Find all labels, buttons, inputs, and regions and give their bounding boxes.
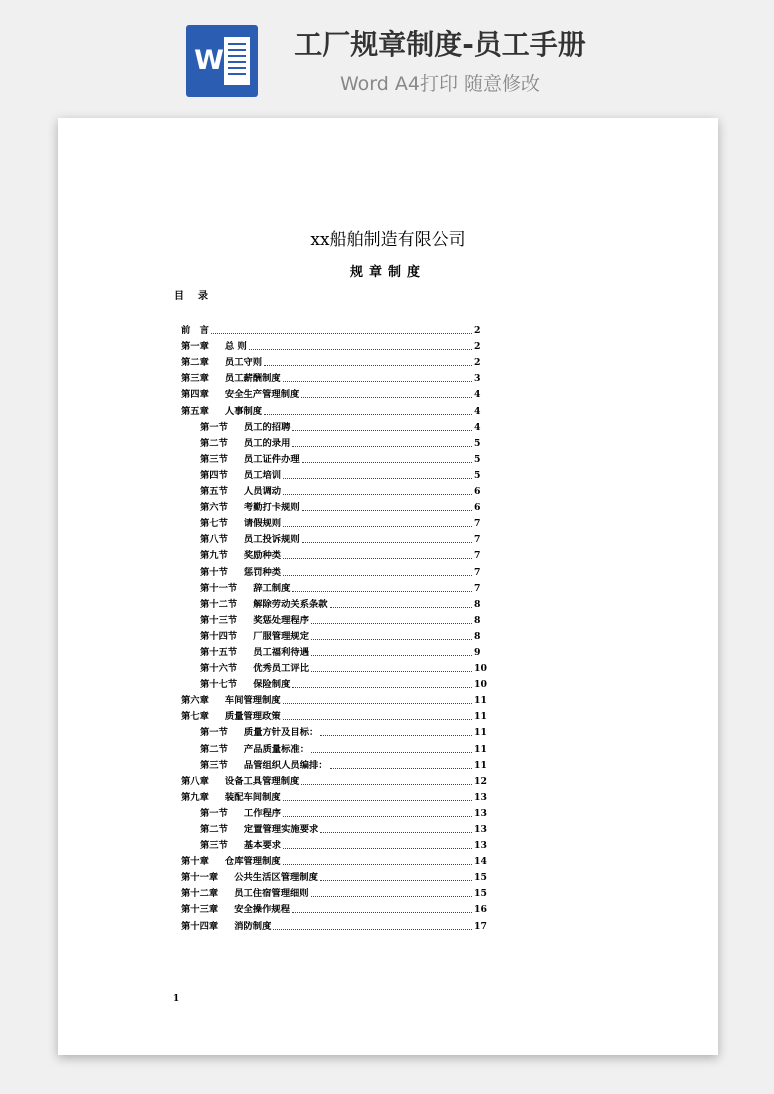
toc-entry-number: 第九节 <box>200 550 228 562</box>
toc-dot-leader <box>292 911 472 913</box>
toc-entry-title: 员工投诉规则 <box>243 534 300 546</box>
toc-entry-number: 第四章 <box>181 389 209 401</box>
toc-entry-page: 13 <box>474 791 487 803</box>
toc-dot-leader <box>330 767 472 769</box>
toc-dot-leader <box>301 783 472 785</box>
toc-entry[interactable] <box>181 611 480 627</box>
toc-entry[interactable] <box>181 514 480 530</box>
toc-entry-number: 第五节 <box>200 486 228 498</box>
toc-entry-page: 11 <box>474 743 487 755</box>
document-page <box>58 118 718 1055</box>
toc-entry[interactable] <box>181 498 480 514</box>
toc-entry-number: 第十三章 <box>181 904 219 916</box>
toc-entry-page: 2 <box>474 357 481 369</box>
toc-dot-leader <box>311 895 472 897</box>
toc-entry-number: 第一章 <box>181 341 209 353</box>
toc-entry-number: 第十三节 <box>200 614 238 626</box>
toc-entry[interactable] <box>181 627 480 643</box>
toc-dot-leader <box>249 348 472 350</box>
toc-dot-leader <box>320 831 472 833</box>
toc-entry[interactable] <box>181 450 480 466</box>
toc-entry-title: 装配车间制度 <box>224 791 281 803</box>
toc-entry-number: 第三节 <box>200 453 228 465</box>
toc-entry-number: 第十节 <box>200 566 228 578</box>
toc-entry[interactable] <box>181 836 487 852</box>
toc-entry[interactable] <box>181 804 487 820</box>
toc-entry[interactable] <box>181 369 480 385</box>
toc-entry-number: 第十四章 <box>181 920 219 932</box>
toc-entry-page: 15 <box>474 872 487 884</box>
toc-entry-page: 4 <box>474 389 481 401</box>
toc-entry-number: 第二节 <box>200 824 228 835</box>
toc-entry-number: 第十五节 <box>200 646 238 658</box>
toc-entry-number: 第五章 <box>181 405 209 417</box>
toc-entry-title: 员工的招聘 <box>243 421 291 433</box>
toc-entry-title: 消防制度 <box>234 920 272 932</box>
toc-entry-number: 第九章 <box>181 791 209 803</box>
toc-entry[interactable] <box>181 756 487 772</box>
company-name: xx船舶制造有限公司 <box>310 230 466 250</box>
toc-entry[interactable] <box>181 916 487 932</box>
toc-entry-title: 辞工制度 <box>253 582 291 594</box>
toc-dot-leader <box>292 445 472 447</box>
toc-entry[interactable] <box>181 852 487 868</box>
toc-dot-leader <box>283 863 472 865</box>
toc-entry-title: 车间管理制度 <box>224 695 281 707</box>
page-number: 1 <box>173 994 180 1004</box>
toc-dot-leader <box>330 606 472 608</box>
toc-entry-title: 总 则 <box>224 341 247 353</box>
toc-entry-title: 请假规则 <box>243 518 282 530</box>
toc-entry-title: 安全操作规程 <box>234 904 290 916</box>
toc-entry-page: 13 <box>474 807 487 819</box>
toc-dot-leader <box>283 702 472 704</box>
toc-dot-leader <box>302 541 472 543</box>
toc-entry[interactable] <box>181 321 480 337</box>
toc-entry-title: 工作程序 <box>243 807 282 819</box>
toc-entry[interactable] <box>181 595 480 611</box>
toc-entry[interactable] <box>181 659 487 675</box>
toc-entry[interactable] <box>181 401 480 417</box>
toc-entry-page: 11 <box>474 727 487 739</box>
toc-entry[interactable] <box>181 723 487 739</box>
toc-entry-page: 8 <box>474 630 481 642</box>
toc-entry-number: 第六节 <box>200 502 228 514</box>
toc-entry-title: 公共生活区管理制度 <box>234 872 318 884</box>
toc-entry[interactable] <box>181 707 487 723</box>
toc-entry-title: 考勤打卡规则 <box>243 502 300 514</box>
toc-entry-page: 5 <box>474 469 481 481</box>
toc-entry-page: 6 <box>474 502 481 514</box>
toc-entry-page: 12 <box>474 775 487 787</box>
toc-entry-number: 第十一节 <box>200 582 238 594</box>
toc-entry-page: 8 <box>474 614 481 626</box>
toc-entry-title: 解除劳动关系条款 <box>253 598 328 610</box>
toc-dot-leader <box>283 718 472 720</box>
toc-entry-page: 10 <box>474 679 487 691</box>
toc-entry-title: 员工薪酬制度 <box>224 373 281 385</box>
toc-entry-page: 5 <box>474 453 481 465</box>
toc-entry[interactable] <box>181 482 480 498</box>
toc-entry-title: 设备工具管理制度 <box>224 775 300 787</box>
toc-entry-number: 第七节 <box>200 518 228 530</box>
toc-entry-number: 第十四节 <box>200 630 238 642</box>
toc-entry-title: 定置管理实施要求 <box>243 824 319 835</box>
toc-entry[interactable] <box>181 579 480 595</box>
header-banner <box>0 0 774 110</box>
toc-entry-number: 第十一章 <box>181 872 219 884</box>
toc-entry-title: 优秀员工评比 <box>253 663 309 675</box>
toc-entry[interactable] <box>181 546 480 562</box>
toc-entry[interactable] <box>181 772 487 788</box>
toc-entry-title: 员工守则 <box>224 357 263 369</box>
toc-entry-title: 人员调动 <box>243 486 282 498</box>
toc-entry-number: 第一节 <box>200 807 228 819</box>
toc-entry-title: 仓库管理制度 <box>224 856 281 868</box>
toc-entry[interactable] <box>181 820 487 836</box>
toc-entry[interactable] <box>181 868 487 884</box>
word-document-icon <box>186 25 258 97</box>
toc-entry-title: 基本要求 <box>243 840 282 852</box>
toc-entry-number: 第十七节 <box>200 679 238 691</box>
toc-entry-title: 惩罚种类 <box>243 566 282 578</box>
toc-entry-number: 第十章 <box>181 856 209 868</box>
toc-dot-leader <box>211 332 472 334</box>
toc-entry-page: 16 <box>474 904 487 916</box>
toc-entry[interactable] <box>181 900 487 916</box>
toc-dot-leader <box>283 525 472 527</box>
toc-entry-page: 11 <box>474 759 487 771</box>
toc-entry[interactable] <box>181 385 480 401</box>
toc-entry-title: 人事制度 <box>224 405 263 417</box>
table-of-contents <box>181 321 487 933</box>
toc-dot-leader <box>292 590 472 592</box>
toc-entry[interactable] <box>181 884 487 900</box>
toc-entry-page: 6 <box>474 486 481 498</box>
toc-dot-leader <box>311 670 472 672</box>
toc-entry[interactable] <box>181 788 487 804</box>
toc-dot-leader <box>283 815 472 817</box>
toc-entry[interactable] <box>181 418 480 434</box>
toc-entry-page: 13 <box>474 824 487 835</box>
toc-entry-page: 2 <box>474 341 481 353</box>
toc-dot-leader <box>273 928 472 930</box>
toc-dot-leader <box>311 654 472 656</box>
toc-entry[interactable] <box>181 562 480 578</box>
banner-subtitle: Word A4打印 随意修改 <box>339 73 540 95</box>
toc-entry-title: 质量管理政策 <box>224 711 281 723</box>
toc-dot-leader <box>292 686 472 688</box>
toc-entry[interactable] <box>181 691 487 707</box>
toc-dot-leader <box>311 638 472 640</box>
toc-entry-number: 第十二章 <box>181 888 219 900</box>
toc-entry-title: 安全生产管理制度 <box>224 389 300 401</box>
toc-entry-page: 7 <box>474 550 481 562</box>
toc-heading: 目录 <box>174 291 222 302</box>
word-icon-letter: W <box>194 45 224 76</box>
toc-entry-number: 第一节 <box>200 421 228 433</box>
toc-entry-page: 14 <box>474 856 487 868</box>
toc-entry-number: 第八节 <box>200 534 228 546</box>
toc-entry-page: 7 <box>474 518 481 530</box>
toc-entry-number: 第四节 <box>200 469 228 481</box>
toc-entry-title: 质量方针及目标： <box>243 727 319 739</box>
toc-entry-number: 第二节 <box>200 437 228 449</box>
toc-dot-leader <box>302 509 472 511</box>
toc-entry-number: 第二章 <box>181 357 209 369</box>
toc-entry-page: 5 <box>474 437 481 449</box>
toc-entry[interactable] <box>181 337 480 353</box>
toc-entry-title: 奖励种类 <box>243 550 282 562</box>
toc-dot-leader <box>311 751 472 753</box>
banner-title: 工厂规章制度-员工手册 <box>294 28 586 61</box>
toc-entry[interactable] <box>181 434 480 450</box>
toc-entry-page: 13 <box>474 840 487 852</box>
toc-entry-page: 8 <box>474 598 481 610</box>
toc-entry-page: 11 <box>474 711 487 723</box>
toc-entry-page: 4 <box>474 421 481 433</box>
toc-entry-title: 员工住宿管理细则 <box>234 888 309 900</box>
toc-entry-number: 第三节 <box>200 759 228 771</box>
toc-entry[interactable] <box>181 353 480 369</box>
document-subtitle: 规章制度 <box>349 265 426 280</box>
toc-dot-leader <box>301 396 472 398</box>
toc-dot-leader <box>320 879 472 881</box>
toc-entry-number: 第十二节 <box>200 598 238 610</box>
toc-entry-title: 品管组织人员编排： <box>243 759 328 771</box>
toc-entry-page: 7 <box>474 582 481 594</box>
toc-dot-leader <box>320 734 472 736</box>
toc-entry[interactable] <box>181 466 480 482</box>
toc-dot-leader <box>283 477 472 479</box>
toc-entry-page: 3 <box>474 373 481 385</box>
toc-entry-number: 第八章 <box>181 775 209 787</box>
toc-dot-leader <box>302 461 472 463</box>
toc-entry-number: 前 言 <box>181 325 209 337</box>
toc-entry-page: 11 <box>474 695 487 707</box>
toc-entry-title: 产品质量标准： <box>243 743 309 755</box>
toc-entry-title: 厂服管理规定 <box>253 630 309 642</box>
toc-entry-number: 第三章 <box>181 373 209 385</box>
toc-entry-title: 保险制度 <box>253 679 291 691</box>
toc-dot-leader <box>283 799 472 801</box>
toc-entry-number: 第十六节 <box>200 663 238 675</box>
toc-entry-page: 7 <box>474 534 481 546</box>
toc-dot-leader <box>311 622 472 624</box>
toc-dot-leader <box>283 380 472 382</box>
toc-entry-page: 7 <box>474 566 481 578</box>
toc-dot-leader <box>283 847 472 849</box>
toc-entry-page: 4 <box>474 405 481 417</box>
toc-entry-number: 第七章 <box>181 711 209 723</box>
toc-entry[interactable] <box>181 739 487 755</box>
toc-entry-title: 员工福利待遇 <box>253 646 309 658</box>
toc-entry[interactable] <box>181 675 487 691</box>
toc-entry[interactable] <box>181 530 480 546</box>
toc-entry-number: 第三节 <box>200 840 228 852</box>
toc-entry-page: 15 <box>474 888 487 900</box>
toc-dot-leader <box>283 493 472 495</box>
toc-entry-number: 第一节 <box>200 727 228 739</box>
toc-entry-page: 9 <box>474 646 481 658</box>
toc-dot-leader <box>292 429 472 431</box>
toc-entry[interactable] <box>181 643 480 659</box>
toc-entry-page: 2 <box>474 325 481 337</box>
toc-entry-title: 员工的录用 <box>243 437 291 449</box>
toc-entry-title: 奖惩处理程序 <box>253 614 309 626</box>
toc-entry-page: 17 <box>474 920 487 932</box>
toc-entry-title: 员工培训 <box>243 469 282 481</box>
toc-dot-leader <box>283 557 472 559</box>
toc-dot-leader <box>264 364 472 366</box>
toc-entry-title: 员工证件办理 <box>243 453 300 465</box>
toc-entry-number: 第二节 <box>200 743 228 755</box>
toc-entry-number: 第六章 <box>181 695 209 707</box>
toc-entry-page: 10 <box>474 663 487 675</box>
toc-dot-leader <box>264 413 472 415</box>
toc-dot-leader <box>283 574 472 576</box>
